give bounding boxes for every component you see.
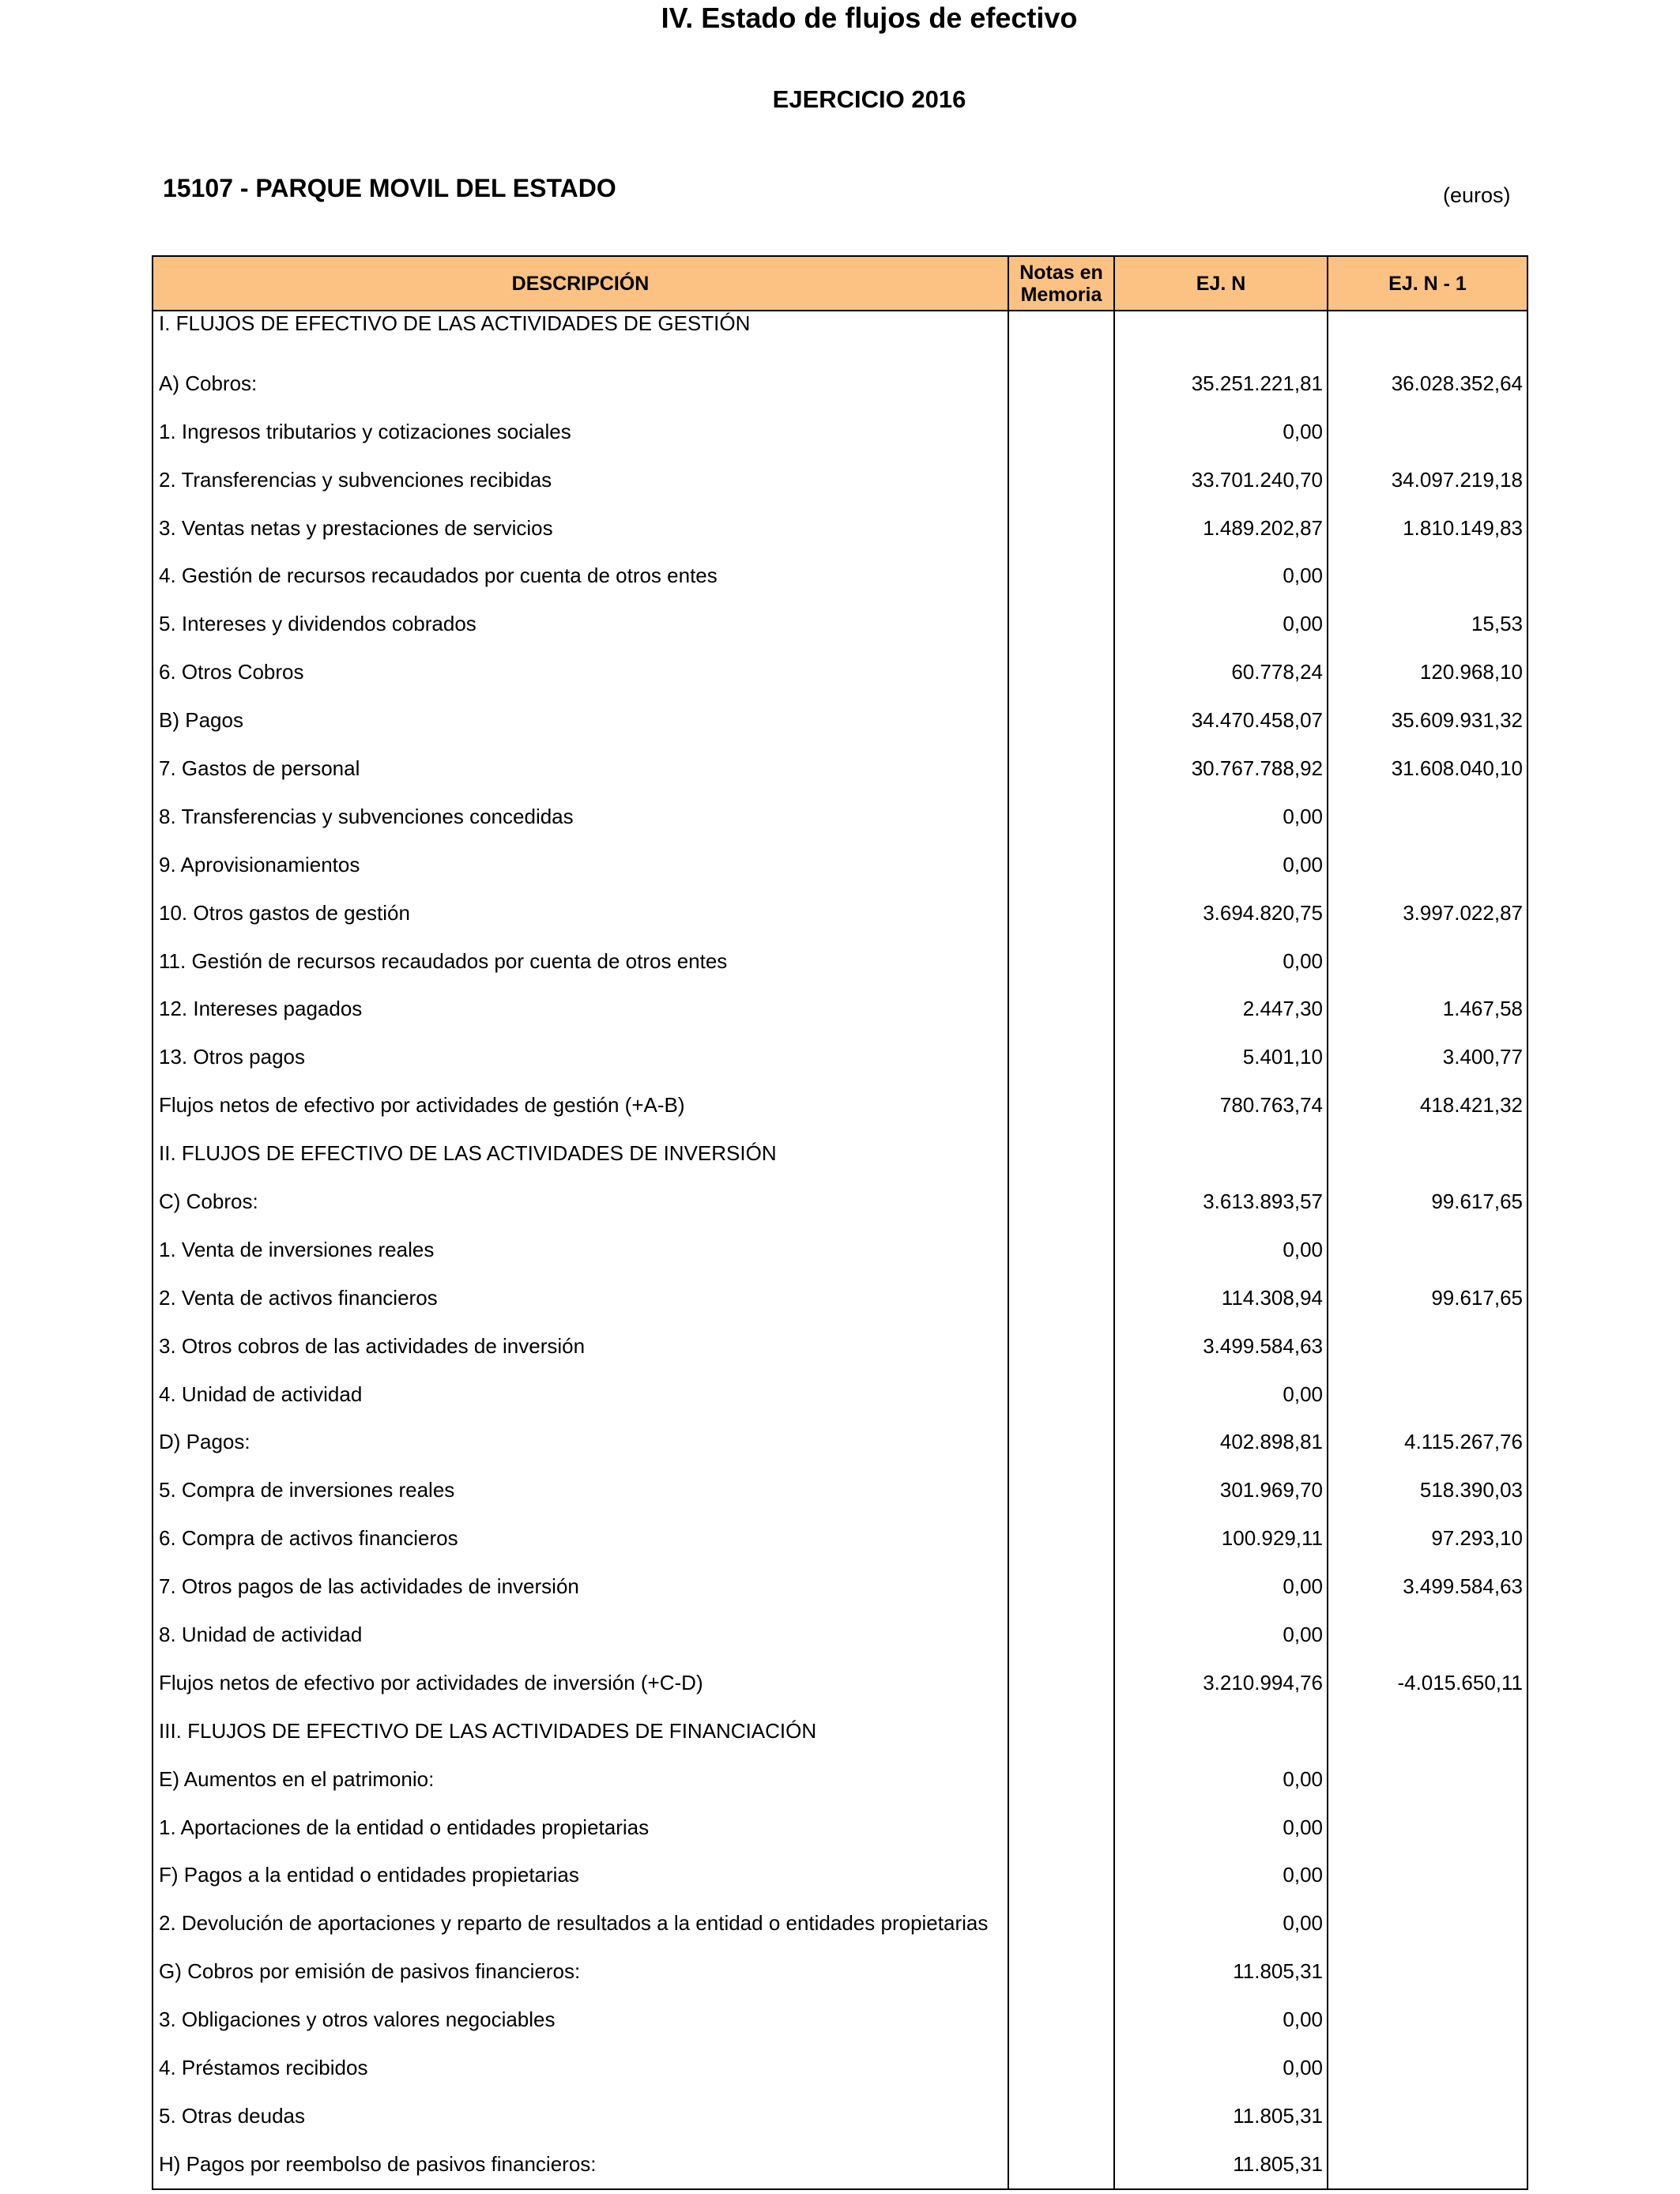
row-description: Flujos netos de efectivo por actividades de inversión (+C-D) bbox=[153, 1659, 1008, 1707]
table-row bbox=[153, 1033, 1527, 1081]
row-description: 3. Ventas netas y prestaciones de servicios bbox=[153, 504, 1008, 552]
row-value-current-year: 3.499.584,63 bbox=[1114, 1322, 1328, 1370]
row-value-current-year: 402.898,81 bbox=[1114, 1418, 1328, 1466]
row-value-previous-year: -4.015.650,11 bbox=[1328, 1659, 1527, 1707]
row-notes bbox=[1008, 1755, 1114, 1804]
row-value-current-year: 60.778,24 bbox=[1114, 648, 1328, 696]
row-description: I. FLUJOS DE EFECTIVO DE LAS ACTIVIDADES DE GESTIÓN bbox=[153, 311, 1008, 360]
table-row bbox=[153, 360, 1527, 408]
row-description: 11. Gestión de recursos recaudados por cuenta de otros entes bbox=[153, 937, 1008, 986]
row-value-current-year: 1.489.202,87 bbox=[1114, 504, 1328, 552]
row-notes bbox=[1008, 2044, 1114, 2092]
row-value-previous-year: 34.097.219,18 bbox=[1328, 456, 1527, 504]
row-value-current-year: 11.805,31 bbox=[1114, 2092, 1328, 2140]
row-description: 5. Intereses y dividendos cobrados bbox=[153, 600, 1008, 648]
table-row bbox=[153, 937, 1527, 986]
row-value-previous-year bbox=[1328, 552, 1527, 600]
row-value-current-year: 0,00 bbox=[1114, 1611, 1328, 1659]
row-value-current-year: 0,00 bbox=[1114, 1996, 1328, 2044]
row-value-current-year: 0,00 bbox=[1114, 937, 1328, 986]
row-value-previous-year bbox=[1328, 1129, 1527, 1178]
table-row bbox=[153, 1659, 1527, 1707]
table-row bbox=[153, 1804, 1527, 1852]
row-description: 4. Gestión de recursos recaudados por cuenta de otros entes bbox=[153, 552, 1008, 600]
row-value-current-year: 35.251.221,81 bbox=[1114, 360, 1328, 408]
table-row bbox=[153, 1226, 1527, 1274]
row-value-previous-year: 1.810.149,83 bbox=[1328, 504, 1527, 552]
row-notes bbox=[1008, 1514, 1114, 1563]
header-current-year: EJ. N bbox=[1114, 256, 1328, 311]
table-row bbox=[153, 1370, 1527, 1419]
row-notes bbox=[1008, 1322, 1114, 1370]
table-row bbox=[153, 311, 1527, 360]
row-description: 6. Otros Cobros bbox=[153, 648, 1008, 696]
row-value-previous-year bbox=[1328, 841, 1527, 889]
row-notes bbox=[1008, 1899, 1114, 1947]
row-notes bbox=[1008, 1274, 1114, 1322]
row-value-current-year: 0,00 bbox=[1114, 1852, 1328, 1900]
row-value-current-year: 301.969,70 bbox=[1114, 1466, 1328, 1514]
document-title: IV. Estado de flujos de efectivo bbox=[661, 2, 1078, 34]
row-description: B) Pagos bbox=[153, 696, 1008, 745]
row-notes bbox=[1008, 985, 1114, 1033]
row-notes bbox=[1008, 1370, 1114, 1419]
row-value-current-year: 0,00 bbox=[1114, 1563, 1328, 1611]
row-notes bbox=[1008, 408, 1114, 456]
row-value-current-year: 0,00 bbox=[1114, 600, 1328, 648]
row-description: 10. Otros gastos de gestión bbox=[153, 889, 1008, 937]
row-notes bbox=[1008, 1563, 1114, 1611]
row-value-current-year: 0,00 bbox=[1114, 2044, 1328, 2092]
table-row bbox=[153, 985, 1527, 1033]
row-value-current-year: 30.767.788,92 bbox=[1114, 745, 1328, 793]
row-value-previous-year bbox=[1328, 1947, 1527, 1996]
entity-name: 15107 - PARQUE MOVIL DEL ESTADO bbox=[163, 174, 616, 202]
header-description: DESCRIPCIÓN bbox=[153, 256, 1008, 311]
row-notes bbox=[1008, 1804, 1114, 1852]
row-value-previous-year: 120.968,10 bbox=[1328, 648, 1527, 696]
table-row bbox=[153, 1899, 1527, 1947]
row-value-previous-year bbox=[1328, 793, 1527, 841]
row-description: 7. Gastos de personal bbox=[153, 745, 1008, 793]
row-value-previous-year: 3.499.584,63 bbox=[1328, 1563, 1527, 1611]
table-row bbox=[153, 1178, 1527, 1226]
row-value-previous-year: 518.390,03 bbox=[1328, 1466, 1527, 1514]
row-notes bbox=[1008, 889, 1114, 937]
row-description: 4. Préstamos recibidos bbox=[153, 2044, 1008, 2092]
row-value-previous-year bbox=[1328, 1370, 1527, 1419]
row-value-current-year: 34.470.458,07 bbox=[1114, 696, 1328, 745]
row-value-previous-year bbox=[1328, 1899, 1527, 1947]
row-value-current-year: 0,00 bbox=[1114, 793, 1328, 841]
row-notes bbox=[1008, 841, 1114, 889]
row-notes bbox=[1008, 696, 1114, 745]
row-value-previous-year bbox=[1328, 1755, 1527, 1804]
table-row bbox=[153, 1707, 1527, 1755]
table-row bbox=[153, 504, 1527, 552]
table-row bbox=[153, 408, 1527, 456]
table-row bbox=[153, 552, 1527, 600]
row-value-current-year: 3.210.994,76 bbox=[1114, 1659, 1328, 1707]
row-notes bbox=[1008, 1707, 1114, 1755]
row-value-previous-year bbox=[1328, 2092, 1527, 2140]
row-value-current-year bbox=[1114, 1707, 1328, 1755]
row-value-previous-year: 3.997.022,87 bbox=[1328, 889, 1527, 937]
row-value-previous-year bbox=[1328, 1804, 1527, 1852]
row-description: D) Pagos: bbox=[153, 1418, 1008, 1466]
table-row bbox=[153, 1563, 1527, 1611]
row-value-current-year: 2.447,30 bbox=[1114, 985, 1328, 1033]
table-row bbox=[153, 1322, 1527, 1370]
header-notes: Notas en Memoria bbox=[1008, 256, 1114, 311]
row-notes bbox=[1008, 648, 1114, 696]
table-row bbox=[153, 889, 1527, 937]
row-value-previous-year: 4.115.267,76 bbox=[1328, 1418, 1527, 1466]
table-row bbox=[153, 1418, 1527, 1466]
row-description: 4. Unidad de actividad bbox=[153, 1370, 1008, 1419]
row-value-current-year: 0,00 bbox=[1114, 1755, 1328, 1804]
row-value-current-year: 33.701.240,70 bbox=[1114, 456, 1328, 504]
header-previous-year: EJ. N - 1 bbox=[1328, 256, 1527, 311]
row-value-current-year: 11.805,31 bbox=[1114, 2140, 1328, 2189]
table-row bbox=[153, 1611, 1527, 1659]
row-value-current-year: 780.763,74 bbox=[1114, 1081, 1328, 1129]
row-description: 5. Otras deudas bbox=[153, 2092, 1008, 2140]
table-row bbox=[153, 696, 1527, 745]
row-notes bbox=[1008, 1466, 1114, 1514]
row-value-current-year: 0,00 bbox=[1114, 1370, 1328, 1419]
row-description: 6. Compra de activos financieros bbox=[153, 1514, 1008, 1563]
row-description: E) Aumentos en el patrimonio: bbox=[153, 1755, 1008, 1804]
table-row bbox=[153, 1081, 1527, 1129]
row-description: 8. Transferencias y subvenciones concedidas bbox=[153, 793, 1008, 841]
row-value-previous-year bbox=[1328, 1707, 1527, 1755]
row-description: Flujos netos de efectivo por actividades de gestión (+A-B) bbox=[153, 1081, 1008, 1129]
table-row bbox=[153, 745, 1527, 793]
row-value-current-year: 100.929,11 bbox=[1114, 1514, 1328, 1563]
row-notes bbox=[1008, 1418, 1114, 1466]
row-value-previous-year bbox=[1328, 1611, 1527, 1659]
table-row bbox=[153, 793, 1527, 841]
table-row bbox=[153, 1755, 1527, 1804]
row-value-previous-year: 99.617,65 bbox=[1328, 1274, 1527, 1322]
table-row bbox=[153, 456, 1527, 504]
row-description: C) Cobros: bbox=[153, 1178, 1008, 1226]
row-notes bbox=[1008, 1947, 1114, 1996]
row-value-current-year: 0,00 bbox=[1114, 1226, 1328, 1274]
row-value-previous-year: 35.609.931,32 bbox=[1328, 696, 1527, 745]
row-value-previous-year: 418.421,32 bbox=[1328, 1081, 1527, 1129]
row-value-previous-year bbox=[1328, 1852, 1527, 1900]
row-value-current-year bbox=[1114, 1129, 1328, 1178]
row-value-previous-year bbox=[1328, 937, 1527, 986]
row-value-current-year: 0,00 bbox=[1114, 552, 1328, 600]
row-value-current-year: 114.308,94 bbox=[1114, 1274, 1328, 1322]
row-notes bbox=[1008, 1659, 1114, 1707]
row-description: 1. Ingresos tributarios y cotizaciones sociales bbox=[153, 408, 1008, 456]
row-value-previous-year bbox=[1328, 1226, 1527, 1274]
row-notes bbox=[1008, 504, 1114, 552]
table-row bbox=[153, 2092, 1527, 2140]
row-value-previous-year: 15,53 bbox=[1328, 600, 1527, 648]
table-body bbox=[153, 311, 1527, 2189]
row-value-previous-year: 36.028.352,64 bbox=[1328, 360, 1527, 408]
row-notes bbox=[1008, 1226, 1114, 1274]
row-value-current-year: 11.805,31 bbox=[1114, 1947, 1328, 1996]
row-value-previous-year bbox=[1328, 2140, 1527, 2189]
row-notes bbox=[1008, 1996, 1114, 2044]
row-description: 12. Intereses pagados bbox=[153, 985, 1008, 1033]
row-value-current-year: 0,00 bbox=[1114, 1804, 1328, 1852]
row-notes bbox=[1008, 311, 1114, 360]
table-row bbox=[153, 2140, 1527, 2189]
table-row bbox=[153, 600, 1527, 648]
row-description: G) Cobros por emisión de pasivos financieros: bbox=[153, 1947, 1008, 1996]
row-value-previous-year bbox=[1328, 311, 1527, 360]
row-description: 13. Otros pagos bbox=[153, 1033, 1008, 1081]
table-row bbox=[153, 841, 1527, 889]
row-description: 8. Unidad de actividad bbox=[153, 1611, 1008, 1659]
row-notes bbox=[1008, 600, 1114, 648]
row-description: II. FLUJOS DE EFECTIVO DE LAS ACTIVIDADES DE INVERSIÓN bbox=[153, 1129, 1008, 1178]
row-notes bbox=[1008, 1852, 1114, 1900]
row-notes bbox=[1008, 1611, 1114, 1659]
row-value-current-year: 0,00 bbox=[1114, 1899, 1328, 1947]
row-description: 5. Compra de inversiones reales bbox=[153, 1466, 1008, 1514]
table-row bbox=[153, 1466, 1527, 1514]
cash-flow-table bbox=[152, 255, 1528, 2190]
row-value-previous-year bbox=[1328, 1322, 1527, 1370]
currency-units: (euros) bbox=[1443, 183, 1511, 207]
table-row bbox=[153, 2044, 1527, 2092]
table-row bbox=[153, 1996, 1527, 2044]
row-description: III. FLUJOS DE EFECTIVO DE LAS ACTIVIDADES DE FINANCIACIÓN bbox=[153, 1707, 1008, 1755]
row-value-current-year: 0,00 bbox=[1114, 408, 1328, 456]
fiscal-year-heading: EJERCICIO 2016 bbox=[772, 85, 966, 113]
row-value-previous-year bbox=[1328, 1996, 1527, 2044]
row-description: 7. Otros pagos de las actividades de inversión bbox=[153, 1563, 1008, 1611]
row-value-previous-year bbox=[1328, 2044, 1527, 2092]
row-notes bbox=[1008, 1033, 1114, 1081]
row-notes bbox=[1008, 2140, 1114, 2189]
row-description: H) Pagos por reembolso de pasivos financieros: bbox=[153, 2140, 1008, 2189]
row-description: 9. Aprovisionamientos bbox=[153, 841, 1008, 889]
row-value-current-year: 3.613.893,57 bbox=[1114, 1178, 1328, 1226]
row-value-previous-year: 99.617,65 bbox=[1328, 1178, 1527, 1226]
row-notes bbox=[1008, 745, 1114, 793]
row-description: 1. Venta de inversiones reales bbox=[153, 1226, 1008, 1274]
row-description: 2. Devolución de aportaciones y reparto de resultados a la entidad o entidades propietarias bbox=[153, 1899, 1008, 1947]
table-header-row bbox=[153, 256, 1527, 311]
row-value-previous-year bbox=[1328, 408, 1527, 456]
row-description: 3. Otros cobros de las actividades de inversión bbox=[153, 1322, 1008, 1370]
row-notes bbox=[1008, 937, 1114, 986]
row-value-previous-year: 1.467,58 bbox=[1328, 985, 1527, 1033]
row-notes bbox=[1008, 456, 1114, 504]
row-description: 3. Obligaciones y otros valores negociables bbox=[153, 1996, 1008, 2044]
row-description: 2. Transferencias y subvenciones recibidas bbox=[153, 456, 1008, 504]
table-row bbox=[153, 1514, 1527, 1563]
table-row bbox=[153, 648, 1527, 696]
row-value-previous-year: 97.293,10 bbox=[1328, 1514, 1527, 1563]
table-row bbox=[153, 1129, 1527, 1178]
row-description: 2. Venta de activos financieros bbox=[153, 1274, 1008, 1322]
row-notes bbox=[1008, 360, 1114, 408]
table-row bbox=[153, 1852, 1527, 1900]
row-value-current-year: 3.694.820,75 bbox=[1114, 889, 1328, 937]
row-value-current-year: 5.401,10 bbox=[1114, 1033, 1328, 1081]
row-notes bbox=[1008, 1129, 1114, 1178]
row-value-previous-year: 3.400,77 bbox=[1328, 1033, 1527, 1081]
row-description: F) Pagos a la entidad o entidades propietarias bbox=[153, 1852, 1008, 1900]
row-notes bbox=[1008, 552, 1114, 600]
row-value-current-year bbox=[1114, 311, 1328, 360]
row-value-current-year: 0,00 bbox=[1114, 841, 1328, 889]
row-description: 1. Aportaciones de la entidad o entidades propietarias bbox=[153, 1804, 1008, 1852]
row-notes bbox=[1008, 1081, 1114, 1129]
row-description: A) Cobros: bbox=[153, 360, 1008, 408]
row-notes bbox=[1008, 793, 1114, 841]
row-notes bbox=[1008, 2092, 1114, 2140]
row-value-previous-year: 31.608.040,10 bbox=[1328, 745, 1527, 793]
table-row bbox=[153, 1947, 1527, 1996]
row-notes bbox=[1008, 1178, 1114, 1226]
table-row bbox=[153, 1274, 1527, 1322]
